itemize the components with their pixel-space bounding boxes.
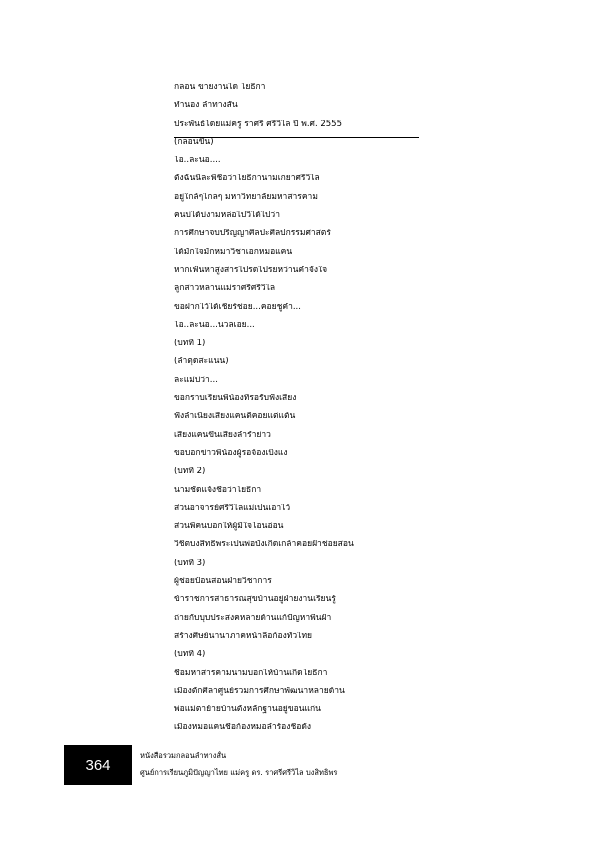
- verse-line: ขอกราบเรียนพี่น้องที่รอรับฟังเสียง: [174, 394, 297, 404]
- verse-line: ขอบอกข่าวพี่น้องผู้รอจ้องเบิ่งแง: [174, 448, 288, 458]
- section-heading: (บทที่ 4): [174, 650, 206, 660]
- verse-line: เสียงแคนขึ้นเสียงลำร่ำย่าว: [174, 430, 271, 440]
- verse-line: ผู้ช่อยป้อนสอนฝ่ายวิชาการ: [174, 577, 272, 587]
- verse-line: (กลอนขึ้น): [174, 137, 214, 147]
- author-line: ประพันธ์โดยแม่ครู ราศรี ศรีวิไล ปี พ.ศ. 2555: [174, 120, 419, 138]
- header-line: กลอน ขายงานได โยธิกา: [174, 83, 266, 92]
- verse-line: ชื่อมหาสารคามนามบอกไห้บ้านเกิดโยธิกา: [174, 668, 328, 678]
- verse-line: ละแม่บ่ว่า...: [174, 375, 218, 385]
- verse-line: ถ่ายกับบุบประสงคหลายด้านแก้ปัญหาพื้นฝ้า: [174, 613, 332, 623]
- verse-line: ตังฉันนี้ละพี่ชื่อว่าโยธิกานามเกยาศรีวิไล: [174, 174, 320, 184]
- verse-body: [174, 138, 419, 742]
- verse-line: โอ..ละนอ...นวลเอย...: [174, 320, 255, 330]
- verse-line: การศึกษาจบปริญญาศิลปะศิลปกรรมศาสตร์: [174, 229, 331, 239]
- book-title: หนังสือรวมกลอนลำทางสั้น: [140, 751, 227, 760]
- section-heading: (บทที่ 2): [174, 467, 206, 477]
- verse-line: ข้าราชการสาธารณสุขบ้านอยู่ฝ่ายงานเรียนรู้: [174, 595, 336, 605]
- verse-line: ส่วนพี่คนบอกให้ผู้มีใจโอนอ่อน: [174, 522, 284, 532]
- section-heading: (ลำตุดสะแนน): [174, 357, 229, 367]
- verse-line: ส่วนอาจารย์ศรีวิไลแม่เป็นเอาไว้: [174, 503, 291, 513]
- verse-line: ลูกสาวหลานแม่ราศรีศรีวิไล: [174, 284, 276, 294]
- publisher-line: ศูนย์การเรียนภูมิปัญญาไทย แม่ครู ดร. ราศรีศรีวิไล บงสิทธิพร: [140, 768, 338, 777]
- verse-line: หากเฟ้นหาสูงสารไปรดไปรยหว่านคำจังใจ: [174, 265, 328, 275]
- page-number: 364: [85, 756, 111, 774]
- verse-line: ได้มักใจมักหมาวิชาเอกหมอแคน: [174, 247, 293, 257]
- verse-line: ฟังลำเนียงเสียงแคนตีคอยแต่แต้น: [174, 412, 296, 422]
- section-heading: (บทที่ 1): [174, 339, 206, 349]
- page-footer: [140, 751, 440, 785]
- section-heading: (บทที่ 3): [174, 558, 206, 568]
- verse-line: นามชัดแจ้งชื่อว่าโยธิกา: [174, 485, 262, 495]
- verse-line: เมืองหมอแคนชื่อก้องหมอลำร้องชื่อดัง: [174, 723, 311, 733]
- verse-line: เมืองตักศิลาศูนย์รวมการศึกษาพัฒนาหลายด้าน: [174, 686, 345, 696]
- verse-line: โอ..ละนอ....: [174, 156, 221, 166]
- verse-line: พ่อแม่ตาย้ายบ้านตั้งหลักฐานอยู่ขอนแก่น: [174, 705, 321, 715]
- verse-line: ขอฝากไว้ได้เชียร์ช่อย...คอยชูค้ำ...: [174, 302, 301, 312]
- verse-line: วิชิตบงสิทธิ์พระเป็นพ่อบังเกิดเกล้าคอยฝ้าช่อยสอน: [174, 540, 354, 550]
- verse-line: อยู่ใกล้ๆไกลๆ มหาวิทยาลัยมหาสารคาม: [174, 192, 318, 202]
- header-line: ทำนอง ลำทางสั้น: [174, 101, 238, 111]
- lyrics-content: [174, 83, 419, 742]
- page-number-box: [64, 745, 132, 785]
- verse-line: คนบ่ได้บ่งามหล่อไปวิได้ไปว่า: [174, 211, 280, 221]
- verse-line: สร้างศิษย์นานาภาคหน้าลือก้องทั่วไทย: [174, 631, 313, 641]
